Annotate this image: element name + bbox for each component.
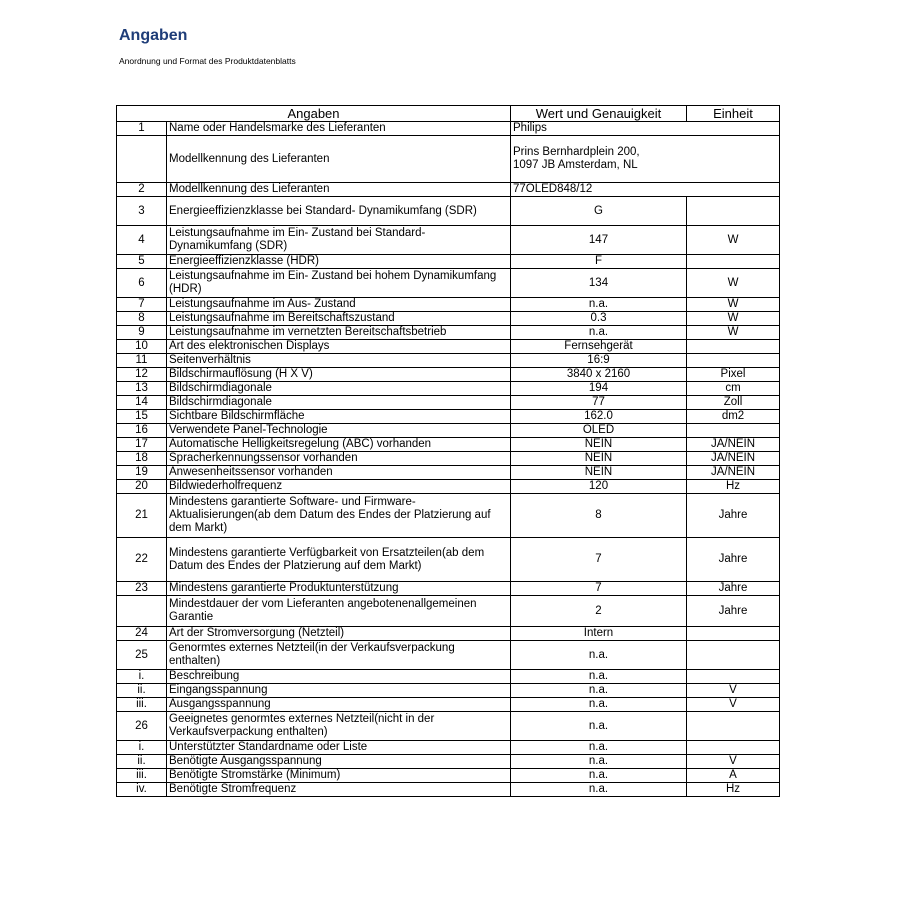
table-row: [117, 396, 780, 410]
row-unit: W: [687, 226, 780, 255]
row-number: 14: [117, 396, 167, 410]
row-value: 162.0: [511, 410, 687, 424]
row-value: 147: [511, 226, 687, 255]
table-row: [117, 197, 780, 226]
row-value: F: [511, 255, 687, 269]
row-description: Leistungsaufnahme im vernetzten Bereitschaftsbetrieb: [167, 326, 511, 340]
row-unit: JA/NEIN: [687, 438, 780, 452]
row-description: Bildschirmdiagonale: [167, 382, 511, 396]
row-number: 6: [117, 269, 167, 298]
row-value: n.a.: [511, 298, 687, 312]
row-number: 9: [117, 326, 167, 340]
row-value: NEIN: [511, 466, 687, 480]
row-description: Eingangsspannung: [167, 684, 511, 698]
table-header-row: [117, 106, 780, 122]
row-description: Mindestens garantierte Verfügbarkeit von Ersatzteilen(ab dem Datum des Endes der Platzierung auf dem Markt): [167, 538, 511, 582]
row-number: [117, 596, 167, 627]
row-unit: V: [687, 698, 780, 712]
row-description: Bildwiederholfrequenz: [167, 480, 511, 494]
row-unit: [687, 424, 780, 438]
row-description: Seitenverhältnis: [167, 354, 511, 368]
row-unit: JA/NEIN: [687, 452, 780, 466]
row-value: NEIN: [511, 438, 687, 452]
table-row: [117, 783, 780, 797]
table-row: [117, 670, 780, 684]
row-number: iii.: [117, 698, 167, 712]
row-value: NEIN: [511, 452, 687, 466]
page-subtitle: Anordnung und Format des Produktdatenblatts: [119, 56, 296, 66]
table-row: [117, 769, 780, 783]
row-unit: [687, 670, 780, 684]
row-description: Energieeffizienzklasse (HDR): [167, 255, 511, 269]
table-row: [117, 424, 780, 438]
row-description: Mindestens garantierte Software- und Firmware-Aktualisierungen(ab dem Datum des Endes der Platzierung auf dem Markt): [167, 494, 511, 538]
row-description: Leistungsaufnahme im Ein- Zustand bei Standard- Dynamikumfang (SDR): [167, 226, 511, 255]
row-description: Verwendete Panel-Technologie: [167, 424, 511, 438]
row-description: Art des elektronischen Displays: [167, 340, 511, 354]
row-description: Sichtbare Bildschirmfläche: [167, 410, 511, 424]
table-row: [117, 226, 780, 255]
row-unit: Zoll: [687, 396, 780, 410]
row-number: 16: [117, 424, 167, 438]
table-row: [117, 698, 780, 712]
row-unit: cm: [687, 382, 780, 396]
row-number: iv.: [117, 783, 167, 797]
table-row: [117, 466, 780, 480]
column-header-angaben: Angaben: [117, 106, 511, 122]
row-value: OLED: [511, 424, 687, 438]
row-unit: [687, 354, 780, 368]
row-number: 23: [117, 582, 167, 596]
table-row: [117, 755, 780, 769]
row-description: Modellkennung des Lieferanten: [167, 136, 511, 183]
row-number: 5: [117, 255, 167, 269]
row-unit: V: [687, 755, 780, 769]
row-description: Spracherkennungssensor vorhanden: [167, 452, 511, 466]
row-description: Unterstützter Standardname oder Liste: [167, 741, 511, 755]
column-header-wert: Wert und Genauigkeit: [511, 106, 687, 122]
table-row: [117, 438, 780, 452]
row-unit: V: [687, 684, 780, 698]
row-value: 77OLED848/12: [511, 183, 780, 197]
table-row: [117, 326, 780, 340]
table-row: [117, 354, 780, 368]
table-row: [117, 627, 780, 641]
row-value: 2: [511, 596, 687, 627]
table-row: [117, 596, 780, 627]
table-row: [117, 641, 780, 670]
row-number: 3: [117, 197, 167, 226]
row-value: 7: [511, 538, 687, 582]
table-body: [117, 122, 780, 797]
row-description: Bildschirmdiagonale: [167, 396, 511, 410]
row-unit: A: [687, 769, 780, 783]
row-number: 17: [117, 438, 167, 452]
row-number: 15: [117, 410, 167, 424]
row-number: 13: [117, 382, 167, 396]
row-description: Mindestdauer der vom Lieferanten angebotenenallgemeinen Garantie: [167, 596, 511, 627]
table-row: [117, 340, 780, 354]
row-value: Fernsehgerät: [511, 340, 687, 354]
row-description: Ausgangsspannung: [167, 698, 511, 712]
row-unit: W: [687, 312, 780, 326]
row-value: 0.3: [511, 312, 687, 326]
row-description: Bildschirmauflösung (H X V): [167, 368, 511, 382]
row-number: 18: [117, 452, 167, 466]
table-row: [117, 582, 780, 596]
table-row: [117, 312, 780, 326]
row-value: Prins Bernhardplein 200, 1097 JB Amsterdam, NL: [511, 136, 780, 183]
table-row: [117, 410, 780, 424]
row-number: 19: [117, 466, 167, 480]
table-row: [117, 136, 780, 183]
row-description: Genormtes externes Netzteil(in der Verkaufsverpackung enthalten): [167, 641, 511, 670]
row-number: 1: [117, 122, 167, 136]
row-unit: dm2: [687, 410, 780, 424]
row-description: Benötigte Stromstärke (Minimum): [167, 769, 511, 783]
table-row: [117, 712, 780, 741]
row-number: 12: [117, 368, 167, 382]
table-row: [117, 298, 780, 312]
table-row: [117, 368, 780, 382]
row-value: G: [511, 197, 687, 226]
row-value: n.a.: [511, 326, 687, 340]
row-description: Leistungsaufnahme im Aus- Zustand: [167, 298, 511, 312]
row-value: 134: [511, 269, 687, 298]
row-number: [117, 136, 167, 183]
row-value: 7: [511, 582, 687, 596]
row-unit: [687, 627, 780, 641]
row-number: 20: [117, 480, 167, 494]
row-value: 3840 x 2160: [511, 368, 687, 382]
row-description: Name oder Handelsmarke des Lieferanten: [167, 122, 511, 136]
row-value: n.a.: [511, 698, 687, 712]
row-unit: [687, 641, 780, 670]
row-number: 21: [117, 494, 167, 538]
row-unit: W: [687, 298, 780, 312]
row-unit: Jahre: [687, 538, 780, 582]
row-description: Beschreibung: [167, 670, 511, 684]
table-row: [117, 183, 780, 197]
row-number: 10: [117, 340, 167, 354]
row-number: 24: [117, 627, 167, 641]
row-description: Automatische Helligkeitsregelung (ABC) vorhanden: [167, 438, 511, 452]
row-value: n.a.: [511, 741, 687, 755]
table-row: [117, 269, 780, 298]
row-value: 16:9: [511, 354, 687, 368]
row-number: 2: [117, 183, 167, 197]
row-description: Art der Stromversorgung (Netzteil): [167, 627, 511, 641]
row-unit: [687, 197, 780, 226]
row-unit: [687, 712, 780, 741]
page-title: Angaben: [119, 27, 188, 44]
row-unit: Jahre: [687, 494, 780, 538]
row-unit: [687, 340, 780, 354]
row-value: Intern: [511, 627, 687, 641]
table-row: [117, 480, 780, 494]
row-number: i.: [117, 670, 167, 684]
spec-table: [116, 105, 780, 797]
table-row: [117, 255, 780, 269]
row-value: n.a.: [511, 684, 687, 698]
table-row: [117, 684, 780, 698]
table-row: [117, 741, 780, 755]
row-value: n.a.: [511, 783, 687, 797]
row-value: 8: [511, 494, 687, 538]
row-value: 194: [511, 382, 687, 396]
row-unit: Hz: [687, 783, 780, 797]
row-unit: [687, 741, 780, 755]
row-number: 22: [117, 538, 167, 582]
table-row: [117, 538, 780, 582]
row-number: ii.: [117, 684, 167, 698]
column-header-einheit: Einheit: [687, 106, 780, 122]
row-value: 120: [511, 480, 687, 494]
row-unit: JA/NEIN: [687, 466, 780, 480]
row-unit: W: [687, 326, 780, 340]
row-description: Benötigte Stromfrequenz: [167, 783, 511, 797]
row-unit: W: [687, 269, 780, 298]
row-number: 4: [117, 226, 167, 255]
row-value: n.a.: [511, 755, 687, 769]
row-number: iii.: [117, 769, 167, 783]
row-value: Philips: [511, 122, 780, 136]
row-unit: Jahre: [687, 596, 780, 627]
row-number: ii.: [117, 755, 167, 769]
table-row: [117, 382, 780, 396]
row-value: n.a.: [511, 670, 687, 684]
table-row: [117, 494, 780, 538]
row-description: Leistungsaufnahme im Bereitschaftszustand: [167, 312, 511, 326]
row-unit: Hz: [687, 480, 780, 494]
row-description: Leistungsaufnahme im Ein- Zustand bei hohem Dynamikumfang (HDR): [167, 269, 511, 298]
row-description: Modellkennung des Lieferanten: [167, 183, 511, 197]
row-unit: [687, 255, 780, 269]
row-unit: Pixel: [687, 368, 780, 382]
row-unit: Jahre: [687, 582, 780, 596]
row-number: 7: [117, 298, 167, 312]
row-number: i.: [117, 741, 167, 755]
row-description: Energieeffizienzklasse bei Standard- Dynamikumfang (SDR): [167, 197, 511, 226]
table-row: [117, 122, 780, 136]
row-value: 77: [511, 396, 687, 410]
row-value: n.a.: [511, 769, 687, 783]
row-value: n.a.: [511, 712, 687, 741]
table-row: [117, 452, 780, 466]
row-description: Anwesenheitssensor vorhanden: [167, 466, 511, 480]
row-description: Benötigte Ausgangsspannung: [167, 755, 511, 769]
row-description: Mindestens garantierte Produktunterstützung: [167, 582, 511, 596]
row-number: 25: [117, 641, 167, 670]
row-value: n.a.: [511, 641, 687, 670]
row-number: 26: [117, 712, 167, 741]
row-number: 11: [117, 354, 167, 368]
row-number: 8: [117, 312, 167, 326]
row-description: Geeignetes genormtes externes Netzteil(nicht in der Verkaufsverpackung enthalten): [167, 712, 511, 741]
